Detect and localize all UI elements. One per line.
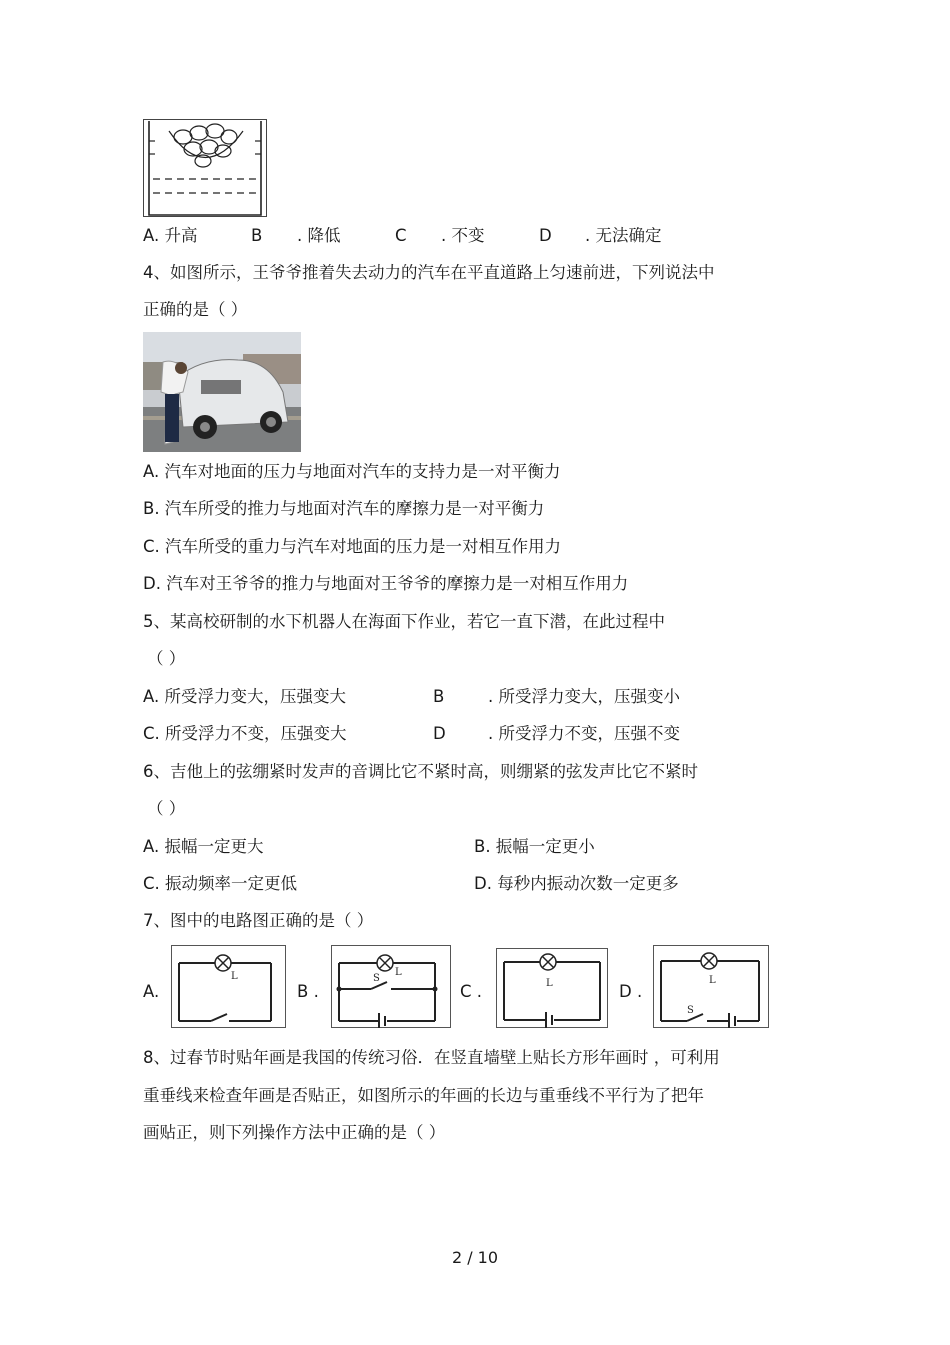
q5-option-d-letter: D — [433, 724, 446, 743]
q7-label-a: A. — [143, 982, 160, 1001]
q3-option-c-text: . 不变 — [441, 226, 485, 245]
q7-label-c: C . — [460, 982, 483, 1001]
q4-option-b: B. 汽车所受的推力与地面对汽车的摩擦力是一对平衡力 — [143, 499, 545, 518]
switch-label: S — [373, 973, 380, 984]
lamp-label: L — [709, 975, 716, 986]
circuit-b — [331, 945, 451, 1028]
q8-line2: 重垂线来检查年画是否贴正，如图所示的年画的长边与重垂线不平行为了把年 — [143, 1086, 704, 1105]
q6-stem-line1: 6、吉他上的弦绷紧时发声的音调比它不紧时高，则绷紧的弦发声比它不紧时 — [143, 762, 698, 781]
lamp-label: L — [231, 971, 238, 982]
q4-option-c: C. 汽车所受的重力与汽车对地面的压力是一对相互作用力 — [143, 537, 562, 556]
lamp-label: L — [546, 978, 553, 989]
q3-option-b-letter: B — [251, 226, 263, 245]
q7-label-b: B . — [297, 982, 319, 1001]
lamp-icon — [215, 955, 231, 971]
q4-option-d: D. 汽车对王爷爷的推力与地面对王爷爷的摩擦力是一对相互作用力 — [143, 574, 629, 593]
circuit-a — [171, 945, 286, 1028]
car-push-photo — [143, 332, 301, 452]
q3-option-b-text: . 降低 — [297, 226, 341, 245]
beaker-figure — [143, 119, 267, 217]
q8-line1: 8、过春节时贴年画是我国的传统习俗．在竖直墙壁上贴长方形年画时 ，可利用 — [143, 1048, 720, 1067]
switch-label: S — [687, 1005, 694, 1016]
q7-label-d: D . — [619, 982, 643, 1001]
q5-stem-line1: 5、某高校研制的水下机器人在海面下作业，若它一直下潜，在此过程中 — [143, 612, 665, 631]
q6-option-a: A. 振幅一定更大 — [143, 837, 264, 856]
q8-line3: 画贴正，则下列操作方法中正确的是（ ） — [143, 1123, 446, 1142]
q7-stem: 7、图中的电路图正确的是（ ） — [143, 911, 374, 930]
q3-option-d-text: . 无法确定 — [585, 226, 662, 245]
lamp-label: L — [395, 967, 402, 978]
q5-option-c: C. 所受浮力不变，压强变大 — [143, 724, 347, 743]
q6-option-c: C. 振动频率一定更低 — [143, 874, 298, 893]
q4-stem-line2: 正确的是（ ） — [143, 300, 248, 319]
page-number: 2 / 10 — [451, 1248, 499, 1267]
q5-option-d-text: . 所受浮力不变，压强不变 — [488, 724, 680, 743]
lamp-icon — [377, 955, 393, 971]
q5-option-a: A. 所受浮力变大，压强变大 — [143, 687, 346, 706]
circuit-c — [496, 948, 608, 1028]
q5-option-b-letter: B — [433, 687, 445, 706]
q6-option-d: D. 每秒内振动次数一定更多 — [474, 874, 679, 893]
q4-stem-line1: 4、如图所示，王爷爷推着失去动力的汽车在平直道路上匀速前进，下列说法中 — [143, 263, 715, 282]
q3-option-c-letter: C — [395, 226, 407, 245]
circuit-d — [653, 945, 769, 1028]
q6-stem-line2: （ ） — [147, 799, 186, 818]
q5-stem-line2: （ ） — [147, 649, 186, 668]
lamp-icon — [701, 953, 717, 969]
q3-option-d-letter: D — [539, 226, 552, 245]
lamp-icon — [540, 954, 556, 970]
q4-option-a: A. 汽车对地面的压力与地面对汽车的支持力是一对平衡力 — [143, 462, 561, 481]
q5-option-b-text: . 所受浮力变大，压强变小 — [488, 687, 680, 706]
q3-option-a: A. 升高 — [143, 226, 198, 245]
q6-option-b: B. 振幅一定更小 — [474, 837, 595, 856]
